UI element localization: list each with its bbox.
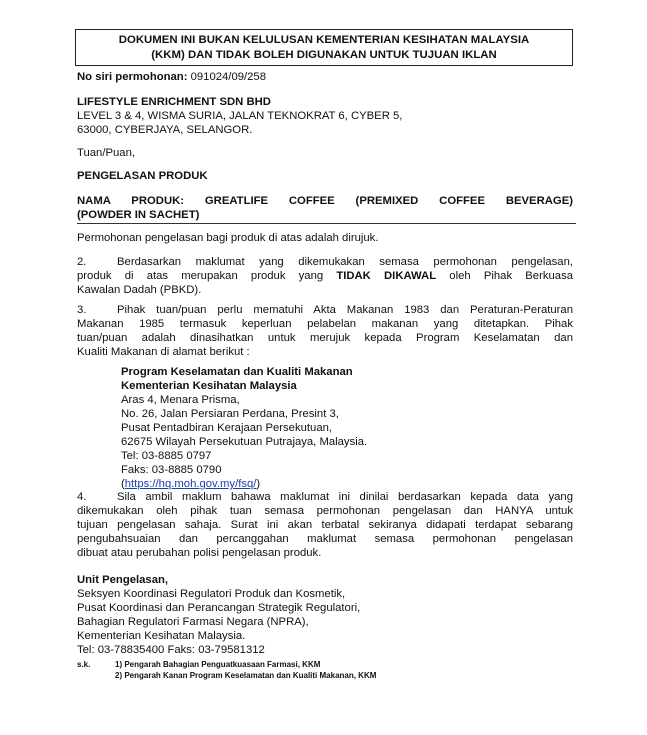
signature-unit: Unit Pengelasan, <box>77 574 169 586</box>
recipient-company: LIFESTYLE ENRICHMENT SDN BHD <box>77 96 271 108</box>
paragraph-3 <box>77 303 573 359</box>
paragraph-2-line-3: Kawalan Dadah (PBKD). <box>77 284 202 296</box>
fsq-address-line-3: Pusat Pentadbiran Kerajaan Persekutuan, <box>121 422 333 434</box>
signature-line-2: Pusat Koordinasi dan Perancangan Strategik Regulatori, <box>77 602 361 614</box>
fsq-ministry-name: Kementerian Kesihatan Malaysia <box>121 380 297 392</box>
fsq-program-name: Program Keselamatan dan Kualiti Makanan <box>121 366 353 378</box>
heading-divider <box>77 223 576 224</box>
paragraph-2-line-1: 2. Berdasarkan maklumat yang dikemukakan semasa permohonan pengelasan, <box>77 256 573 268</box>
section-heading: PENGELASAN PRODUK <box>77 170 208 182</box>
intro-paragraph: Permohonan pengelasan bagi produk di atas adalah dirujuk. <box>77 232 379 244</box>
recipient-address-2: 63000, CYBERJAYA, SELANGOR. <box>77 124 253 136</box>
signature-line-3: Bahagian Regulatori Farmasi Negara (NPRA), <box>77 616 309 628</box>
fsq-address-line-1: Aras 4, Menara Prisma, <box>121 394 240 406</box>
signature-block <box>77 573 360 657</box>
paragraph-4-line-4: pengubahsuaian dan percanggahan maklumat semasa permohonan pengelasan <box>77 533 573 545</box>
paragraph-3-line-4: Kualiti Makanan di alamat berikut : <box>77 346 250 358</box>
paragraph-4-line-3: tujuan pengelasan sahaja. Surat ini akan terbatal sekiranya didapati terdapat sebarang <box>77 519 573 531</box>
paragraph-4-number: 4. <box>77 491 87 503</box>
product-name <box>77 194 573 222</box>
paragraph-2 <box>77 255 573 297</box>
paragraph-4-line-2: dikemukakan oleh pihak tuan semasa permohonan pengelasan dan HANYA untuk <box>77 505 573 517</box>
fsq-address-line-2: No. 26, Jalan Persiaran Perdana, Presint 3, <box>121 408 339 420</box>
paragraph-3-line-2: Makanan 1985 termasuk keperluan pelabelan makanan yang ditetapkan. Pihak <box>77 318 573 330</box>
paragraph-4-line-5: dibuat atau perubahan polisi pengelasan produk. <box>77 547 322 559</box>
serial-label: No siri permohonan: <box>77 71 188 83</box>
product-name-line-2: (POWDER IN SACHET) <box>77 209 200 221</box>
carbon-copy <box>77 659 377 680</box>
cc-item-1: 1) Pengarah Bahagian Penguatkuasaan Farmasi, KKM <box>115 660 321 669</box>
cc-item-2: 2) Pengarah Kanan Program Keselamatan dan Kualiti Makanan, KKM <box>115 671 377 680</box>
cc-list <box>115 659 376 681</box>
paragraph-2-line-2: produk di atas merupakan produk yang TIDAK DIKAWAL oleh Pihak Berkuasa <box>77 270 573 282</box>
signature-line-1: Seksyen Koordinasi Regulatori Produk dan Kosmetik, <box>77 588 346 600</box>
salutation: Tuan/Puan, <box>77 147 135 159</box>
cc-label: s.k. <box>77 660 91 669</box>
fsq-address-line-4: 62675 Wilayah Persekutuan Putrajaya, Malaysia. <box>121 436 368 448</box>
paragraph-3-line-1: 3. Pihak tuan/puan perlu mematuhi Akta Makanan 1983 dan Peraturan-Peraturan <box>77 304 573 316</box>
fsq-website: (https://hq.moh.gov.my/fsq/) <box>121 478 261 490</box>
recipient-block <box>77 95 402 137</box>
serial-number <box>77 70 266 84</box>
paragraph-3-line-3: tuan/puan adalah dinasihatkan untuk merujuk kepada Program Keselamatan dan <box>77 332 573 344</box>
paragraph-4 <box>77 490 573 560</box>
not-controlled-status: TIDAK DIKAWAL <box>336 270 437 282</box>
fsq-fax: Faks: 03-8885 0790 <box>121 464 222 476</box>
paragraph-4-line-1: 4. Sila ambil maklum bahawa maklumat ini dinilai berdasarkan kepada data yang <box>77 491 573 503</box>
disclaimer-line-2: (KKM) DAN TIDAK BOLEH DIGUNAKAN UNTUK TUJUAN IKLAN <box>151 49 497 61</box>
disclaimer-line-1: DOKUMEN INI BUKAN KELULUSAN KEMENTERIAN KESIHATAN MALAYSIA <box>118 34 530 46</box>
disclaimer-box <box>75 29 573 66</box>
fsq-address-block <box>121 365 367 491</box>
recipient-address-1: LEVEL 3 & 4, WISMA SURIA, JALAN TEKNOKRAT 6, CYBER 5, <box>77 110 403 122</box>
serial-value: 091024/09/258 <box>190 71 266 83</box>
signature-line-4: Kementerian Kesihatan Malaysia. <box>77 630 246 642</box>
signature-contact: Tel: 03-78835400 Faks: 03-79581312 <box>77 644 265 656</box>
fsq-tel: Tel: 03-8885 0797 <box>121 450 212 462</box>
fsq-website-link[interactable]: https://hq.moh.gov.my/fsq/ <box>124 478 257 490</box>
paragraph-2-number: 2. <box>77 256 87 268</box>
paragraph-3-number: 3. <box>77 304 87 316</box>
product-name-line-1: NAMA PRODUK: GREATLIFE COFFEE (PREMIXED COFFEE BEVERAGE) <box>77 195 573 207</box>
